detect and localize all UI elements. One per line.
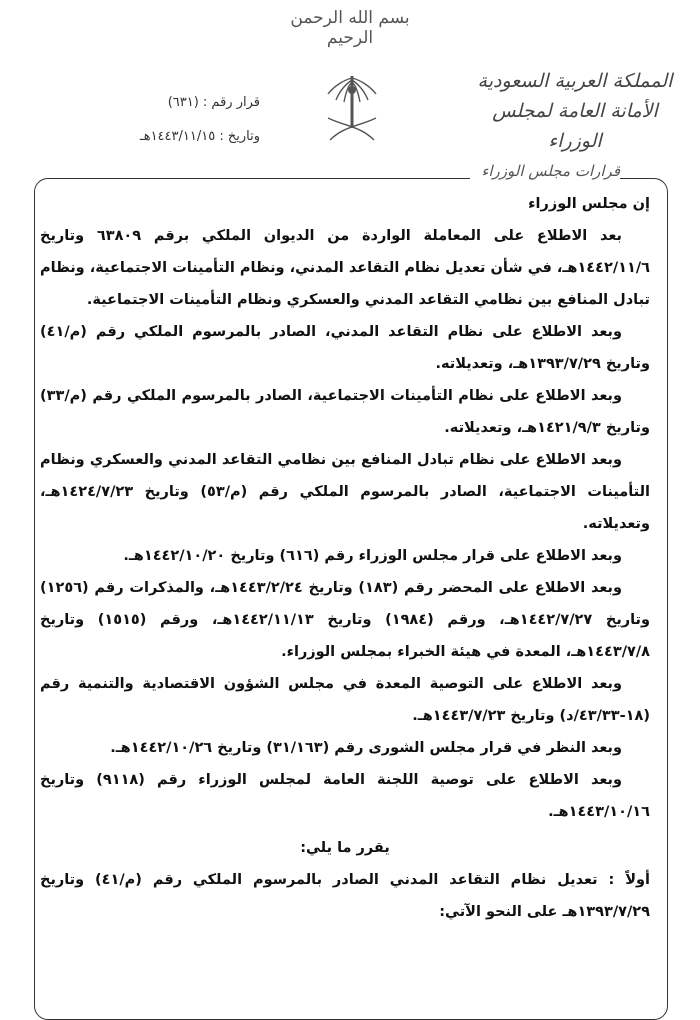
decision-reference: [40, 86, 260, 154]
paragraph: وبعد الاطلاع على قرار مجلس الوزراء رقم (٦١٦) وتاريخ ١٤٤٢/١٠/٢٠هـ.: [123, 548, 622, 564]
palm-and-swords-emblem-icon: [318, 70, 386, 150]
paragraph: وبعد الاطلاع على نظام تبادل المنافع بين نظامي التقاعد المدني والعسكري ونظام التأمينات الاجتماعية، الصادر بالمرسوم الملكي رقم (م/٥٣) وتاريخ ١٤٢٤/٧/٢٣هـ، وتعديلاته.: [40, 452, 651, 532]
kingdom-name: المملكة العربية السعودية: [477, 70, 673, 92]
paragraph: وبعد الاطلاع على نظام التأمينات الاجتماعية، الصادر بالمرسوم الملكي رقم (م/٣٣) وتاريخ ١٤٢١/٩/٣هـ، وتعديلاته.: [40, 388, 650, 436]
paragraph: وبعد الاطلاع على المحضر رقم (١٨٣) وتاريخ ١٤٤٣/٢/٢٤هـ، والمذكرات رقم (١٢٥٦) وتاريخ ١٤٤٢/٧/٢٧هـ، ورقم (١٩٨٤) وتاريخ ١٤٤٢/١١/١٣هـ، ورقم (١٥١٥) وتاريخ ١٤٤٣/٧/٨هـ، المعدة في هيئة الخبراء بمجلس الوزراء.: [40, 580, 651, 660]
paragraph: وبعد الاطلاع على توصية اللجنة العامة لمجلس الوزراء رقم (٩١١٨) وتاريخ ١٤٤٣/١٠/١٦هـ.: [40, 772, 650, 820]
section-title: قرارات مجلس الوزراء: [481, 162, 620, 180]
paragraph: وبعد النظر في قرار مجلس الشورى رقم (٣١/١٦٣) وتاريخ ١٤٤٢/١٠/٢٦هـ.: [110, 740, 622, 756]
resolves-heading: يقرر ما يلي:: [300, 840, 390, 856]
decision-date: وتاريخ : ١٤٤٣/١١/١٥هـ: [139, 129, 260, 144]
paragraph: وبعد الاطلاع على نظام التقاعد المدني، الصادر بالمرسوم الملكي رقم (م/٤١) وتاريخ ١٣٩٣/٧/٢٩هـ، وتعديلاته.: [40, 324, 650, 372]
paragraph: بعد الاطلاع على المعاملة الواردة من الديوان الملكي برقم ٦٣٨٠٩ وتاريخ ١٤٤٢/١١/٦هـ، في شأن تعديل نظام التقاعد المدني، ونظام التأمينات الاجتماعية، ونظام تبادل المنافع بين نظامي التقاعد المدني والعسكري ونظام التأمينات الاجتماعية.: [40, 228, 650, 308]
decision-number: قرار رقم : (٦٣١): [167, 95, 260, 110]
secretariat-name: الأمانة العامة لمجلس الوزراء: [492, 100, 658, 152]
basmala: بسم الله الرحمن الرحيم: [290, 8, 410, 48]
kingdom-letterhead: [470, 66, 680, 156]
opening-line: إن مجلس الوزراء: [528, 196, 650, 212]
paragraph: وبعد الاطلاع على التوصية المعدة في مجلس الشؤون الاقتصادية والتنمية رقم (١٨-٤٣/٣٣/د) وتاريخ ١٤٤٣/٧/٢٣هـ.: [40, 676, 650, 724]
decision-body: [40, 188, 650, 928]
first-item: أولاً : تعديل نظام التقاعد المدني الصادر بالمرسوم الملكي رقم (م/٤١) وتاريخ ١٣٩٣/٧/٢٩هـ على النحو الآتي:: [40, 872, 650, 920]
